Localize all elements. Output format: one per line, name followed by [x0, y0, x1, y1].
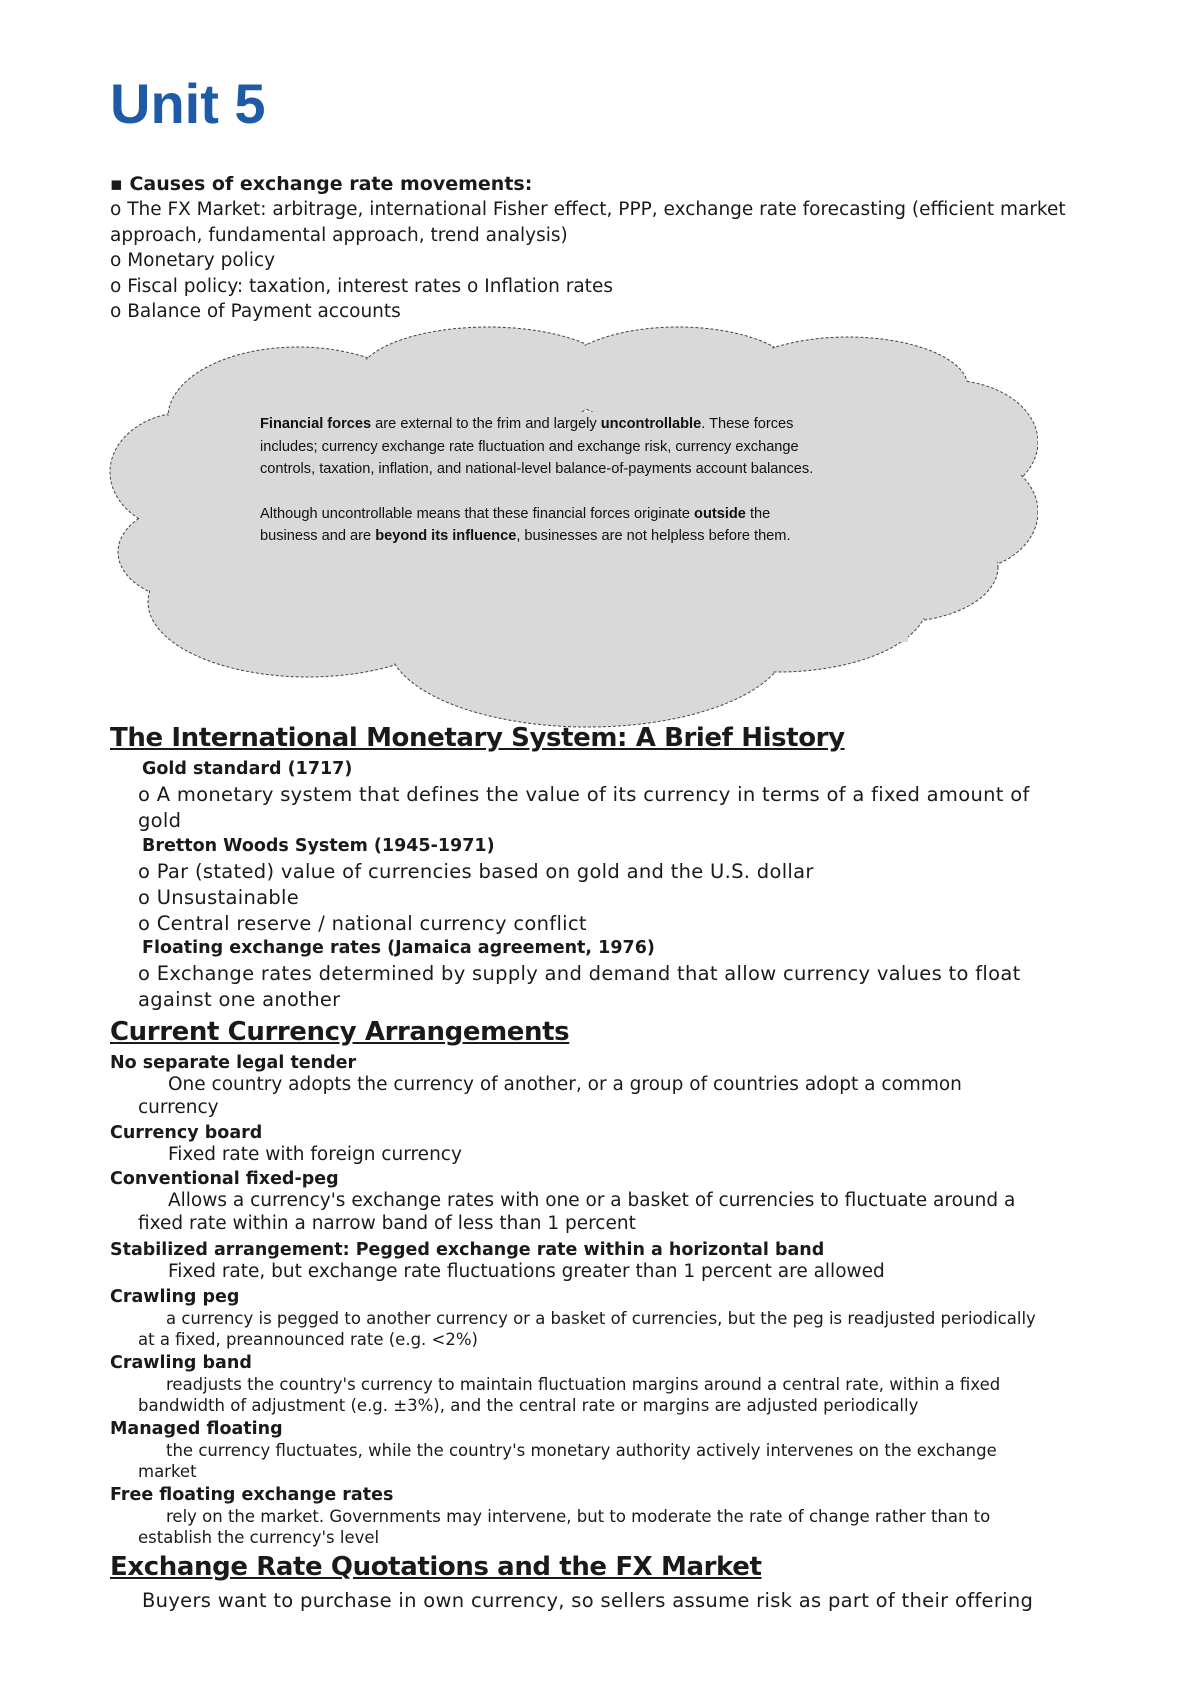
- desc-line: Fixed rate, but exchange rate fluctuations greater than 1 percent are allowed: [168, 1261, 885, 1282]
- causes-section: [110, 172, 1140, 325]
- desc-line: currency: [138, 1097, 219, 1118]
- text-run: . These forces includes; currency exchange rate fluctuation and exchange risk, currency exchange controls, taxation, inflation, and national-level balance-of-payments account balances.: [260, 416, 814, 477]
- text-run: are external to the frim and largely: [371, 416, 601, 432]
- causes-line: o The FX Market: arbitrage, international Fisher effect, PPP, exchange rate forecasting (efficient market: [110, 199, 1066, 220]
- arrangement-desc: [138, 1308, 1138, 1350]
- arrangement-label: Currency board: [110, 1123, 263, 1143]
- history-title: The International Monetary System: A Brief History: [110, 723, 845, 753]
- desc-line: Allows a currency's exchange rates with one or a basket of currencies to fluctuate around a: [168, 1190, 1016, 1211]
- arrangement-desc: [138, 1189, 1138, 1235]
- desc-line: a currency is pegged to another currency or a basket of currencies, but the peg is readjusted periodically: [166, 1309, 1036, 1328]
- desc-line: bandwidth of adjustment (e.g. ±3%), and the central rate or margins are adjusted periodically: [138, 1396, 919, 1415]
- arrangement-label: Crawling peg: [110, 1287, 240, 1307]
- desc-line: the currency fluctuates, while the country's monetary authority actively intervenes on the exchange: [166, 1441, 997, 1460]
- bold-term: Financial forces: [260, 416, 372, 432]
- page-title: Unit 5: [110, 72, 266, 135]
- arrangement-desc: [138, 1506, 1138, 1548]
- arrangement-label: Stabilized arrangement: Pegged exchange rate within a horizontal band: [110, 1240, 825, 1260]
- desc-line: One country adopts the currency of another, or a group of countries adopt a common: [168, 1074, 962, 1095]
- bold-term: outside: [694, 505, 746, 522]
- causes-line: o Fiscal policy: taxation, interest rates o Inflation rates: [110, 275, 613, 297]
- bold-term: uncontrollable: [600, 416, 702, 432]
- text-run: the business and are: [260, 505, 771, 544]
- arrangement-desc: [138, 1143, 1138, 1166]
- arrangement-desc: [138, 1073, 1138, 1119]
- bretton-desc: o Central reserve / national currency conflict: [138, 912, 587, 935]
- cloud-paragraph-2: [260, 503, 820, 548]
- arrangement-label: Managed floating: [110, 1419, 283, 1439]
- bretton-heading: Bretton Woods System (1945-1971): [142, 836, 495, 856]
- arrangements-title: Current Currency Arrangements: [110, 1017, 570, 1047]
- financial-forces-cloud: [108, 322, 1038, 732]
- gold-desc: gold: [138, 809, 182, 832]
- floating-heading: Floating exchange rates (Jamaica agreement, 1976): [142, 938, 655, 958]
- arrangement-desc: [138, 1260, 1138, 1283]
- quotations-text: Buyers want to purchase in own currency, so sellers assume risk as part of their offering: [142, 1589, 1034, 1612]
- text-run: Although uncontrollable means that these financial forces originate: [260, 505, 695, 522]
- causes-line: o Monetary policy: [110, 250, 276, 271]
- desc-line: market: [138, 1462, 197, 1481]
- desc-line: rely on the market. Governments may intervene, but to moderate the rate of change rather than to: [166, 1507, 991, 1526]
- floating-desc: o Exchange rates determined by supply and demand that allow currency values to float: [138, 962, 1021, 985]
- gold-desc: o A monetary system that defines the value of its currency in terms of a fixed amount of: [138, 783, 1030, 806]
- quotations-title: Exchange Rate Quotations and the FX Market: [110, 1552, 762, 1582]
- causes-heading: ▪ Causes of exchange rate movements:: [110, 173, 533, 195]
- arrangement-desc: [138, 1440, 1138, 1482]
- cloud-text: [260, 413, 820, 548]
- desc-line: at a fixed, preannounced rate (e.g. <2%): [138, 1330, 478, 1349]
- arrangement-label: Free floating exchange rates: [110, 1485, 394, 1505]
- bretton-desc: o Par (stated) value of currencies based on gold and the U.S. dollar: [138, 860, 814, 883]
- desc-line: establish the currency's level: [138, 1528, 380, 1547]
- gold-standard-heading: Gold standard (1717): [142, 759, 353, 779]
- causes-line: o Balance of Payment accounts: [110, 301, 401, 322]
- causes-line: approach, fundamental approach, trend analysis): [110, 224, 568, 246]
- text-run: , businesses are not helpless before them.: [516, 528, 791, 544]
- bretton-desc: o Unsustainable: [138, 886, 300, 909]
- bold-term: beyond its influence: [375, 528, 517, 544]
- desc-line: readjusts the country's currency to maintain fluctuation margins around a central rate, within a fixed: [166, 1375, 1001, 1394]
- arrangement-label: Crawling band: [110, 1353, 252, 1373]
- arrangement-desc: [138, 1374, 1138, 1416]
- arrangement-label: Conventional fixed-peg: [110, 1169, 339, 1189]
- floating-desc: against one another: [138, 988, 341, 1011]
- desc-line: fixed rate within a narrow band of less than 1 percent: [138, 1213, 636, 1234]
- arrangement-label: No separate legal tender: [110, 1053, 357, 1073]
- cloud-paragraph-1: [260, 413, 820, 481]
- desc-line: Fixed rate with foreign currency: [168, 1144, 462, 1165]
